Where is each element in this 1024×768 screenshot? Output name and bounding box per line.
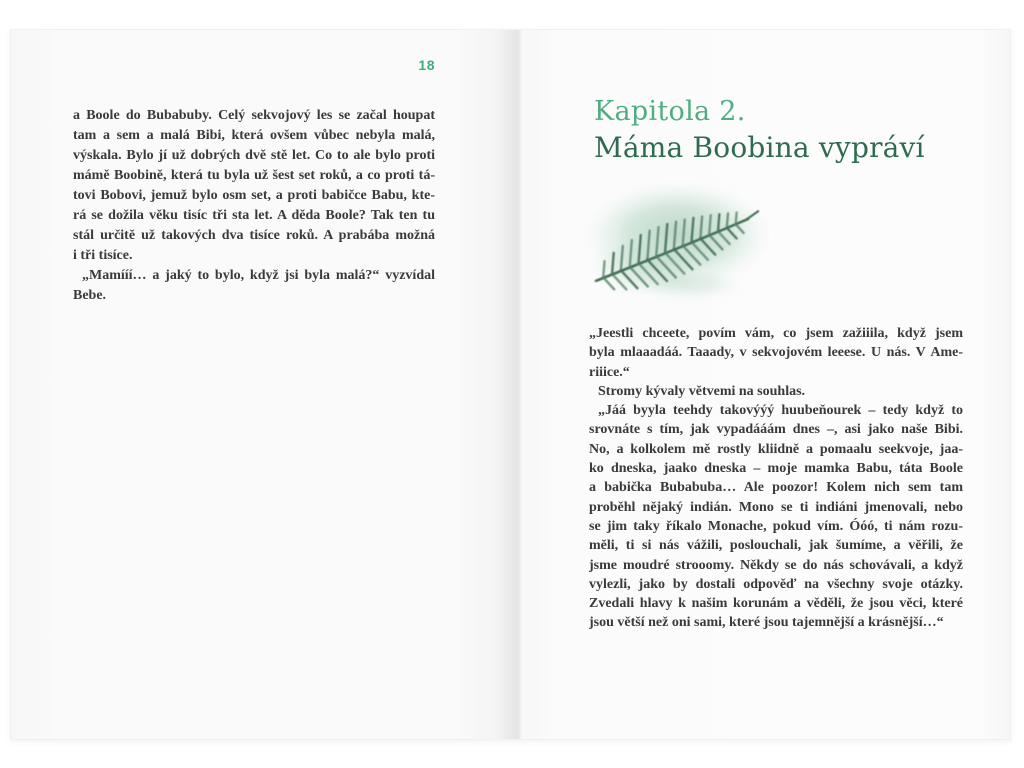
text-line: „Jáá byyla teehdy takovýýý huubeňourek – tedy když to xyxy=(598,403,963,419)
text-line: měli, ti si nás vážili, poslouchali, jak šumíme, a věřili, že xyxy=(589,538,963,554)
chapter-title: Máma Boobina vypráví xyxy=(594,131,925,164)
chapter-heading xyxy=(594,94,925,166)
text-line: se jim taky říkalo Monache, pokud vím. Óóó, ti nám rozu- xyxy=(589,518,963,534)
text-line: riiice.“ xyxy=(589,364,630,380)
sequoia-branch-icon xyxy=(581,180,788,310)
chapter-number: Kapitola 2. xyxy=(594,96,746,127)
text-line: jsme moudré strooomy. Někdy se do nás schovávali, a když xyxy=(589,557,963,573)
book-spread xyxy=(10,29,1011,740)
text-line: i tři tisíce. xyxy=(73,248,133,263)
text-line: a Boole do Bubabuby. Celý sekvojový les se začal houpat xyxy=(73,108,435,123)
text-line: mámě Boobině, která tu byla už šest set roků, a co proti tá- xyxy=(73,168,435,183)
text-line: a babička Bubabuba… Ale poozor! Kolem nich sem tam xyxy=(589,480,963,496)
left-page-text xyxy=(73,106,435,306)
text-line: tovi Bobovi, jemuž bylo osm set, a proti babičce Babu, kte- xyxy=(73,188,435,203)
text-line: stál určitě už takových dva tisíce roků. A prabába možná xyxy=(73,228,435,243)
text-line: vylezli, jako by dostali odpověď na všechny svoje otázky. xyxy=(589,576,963,592)
text-line: „Mamííí… a jaký to bylo, když jsi byla malá?“ vyzvídal xyxy=(82,268,435,283)
text-line: výskala. Bylo jí už dobrých dvě stě let. Co to ale bylo proti xyxy=(73,148,435,163)
text-line: proběhl nějaký indián. Mono se ti indiáni jmenovali, nebo xyxy=(589,499,963,515)
text-line: „Jeestli chceete, povím vám, co jsem zažiiila, když jsem xyxy=(589,326,963,341)
text-line: No, a kolkolem mě rostly kliidně a pomaalu seekvoje, jaa- xyxy=(589,441,963,457)
text-line: Stromy kývaly větvemi na souhlas. xyxy=(598,383,806,399)
text-line: ko dneska, jaako dneska – moje mamka Babu, táta Boole xyxy=(589,461,963,477)
text-line: srovnáte s tím, jak vypadááám dnes –, asi jako naše Bibi. xyxy=(589,422,963,438)
text-line: tam a sem a malá Bibi, která ovšem vůbec nebyla malá, xyxy=(73,128,435,143)
text-line: Bebe. xyxy=(73,288,107,303)
page-number: 18 xyxy=(418,57,435,73)
text-line: byla mlaaadáá. Taaady, v sekvojovém leeese. U nás. V Ame- xyxy=(589,345,963,361)
right-page-text xyxy=(589,324,963,633)
text-line: jsou větší než oni sami, které jsou tajemnější a krásnější…“ xyxy=(589,615,944,631)
text-line: rá se dožila věku tisíc tři sta let. A děda Boole? Tak ten tu xyxy=(73,208,435,223)
text-line: Zvedali hlavy k našim korunám a věděli, že jsou věci, které xyxy=(589,596,963,612)
watercolor-sequoia-branch-illustration xyxy=(581,180,788,310)
